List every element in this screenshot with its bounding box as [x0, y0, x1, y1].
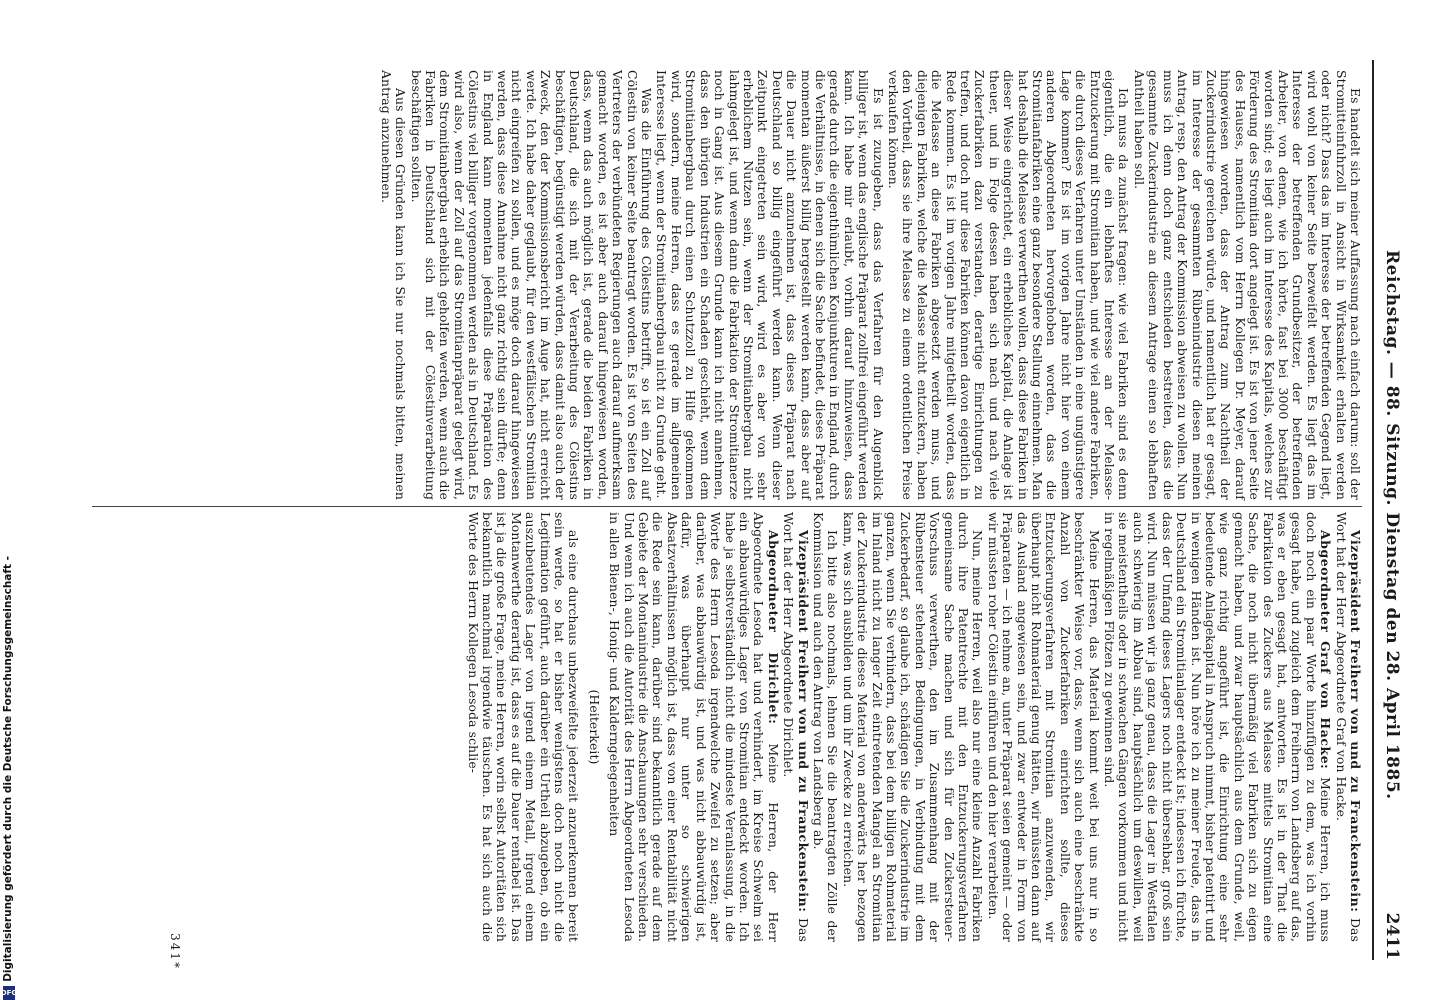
paragraph-text: Ich bitte also nochmals, lehnen Sie die beantragten Zölle der Kommission und auch den Antrag von Landsberg ab.: [810, 512, 841, 942]
paragraph-text: als eine durchaus unbezweifelte jederzeit anzuerkennen bereit sein werde, so hat er bisher wenigstens doch noch nicht die Legitimation geführt, auch darüber ein Urtheil abzugeben, ob ein auszubeutendes Lager von irgend einem Metall, irgend einem Montanwerthe derartig ist, dass es auf die Dauer rentabel ist. Das ist ja die große Frage, meine Herren, worin selbst Autoritäten sich bekanntlich manchmal irgendwie täuschen. Es hat sich auch die Worte des Herrn Kollegen Lesoda schlie-: [465, 512, 582, 942]
speaker-name: Vizepräsident Freiherr von und zu Franckenstein:: [795, 530, 811, 913]
paragraph: [1333, 512, 1362, 942]
credit-text: Digitalisierung gefördert durch die Deutsche Forschungsgemeinschaft -: [2, 556, 14, 982]
paragraph-text: (Heiterkeit): [586, 689, 602, 765]
paragraph-text: Meine Herren, ich muss doch noch ein paar Worte hinzufügen zu dem, was ich vorhin gesagt habe, und zugleich dem Freiherrn von Landsberg auf das, was er eben gesagt hat, antworten. Es ist in der That die Fabrikation des Zuckers aus Melasse mittels Stromitian eine Sache, die noch nicht übermäßig viel Fabriken sich zu eigen gemacht haben, und zwar hauptsächlich aus dem Grunde, weil, wie ganz richtig angeführt ist, die Einrichtung eine sehr bedeutende Anlagekapital in Anspruch nimmt, bisher patentirt und in wenigen Händen ist. Nun höre ich zu meiner Freude, dass in Deutschland ein Stromitianlager entdeckt ist; indessen ich fürchte, dass der Umfang dieses Lagers noch nicht übersehbar, groß sein wird. Nun müssen wir ja ganz genau, dass die Lager in Westfalen auch schwierig im Abbau sind, hauptsächlich um deswillen, weil sie meistentheils oder in schwachen Gängen vorkommen und nicht in regelmäßigen Flötzen zu gewinnen sind.: [1102, 512, 1334, 942]
column-divider: [92, 506, 1362, 507]
paragraph: [886, 70, 1131, 500]
paragraph: [654, 70, 885, 500]
header-rule: [1372, 60, 1374, 960]
paragraph: [408, 70, 653, 500]
speaker-name: Abgeordneter Graf von Hacke:: [1318, 530, 1334, 770]
speaker-name: Vizepräsident Freiherr von und zu Franckenstein:: [1348, 530, 1363, 913]
paragraph-text: Ich muss da zunächst fragen: wie viel Fabriken sind es denn eigentlich, die ein lebhaftes Interesse an der Melasse-Entzuckerung mit Stromitian haben, und wie viel andere Fabriken, die durch dieses Verfahren unter Umständen in eine ungünstigere Lage kommen? Es ist im vorigen Jahre nicht hier von einem anderen Abgeordneten hervorgehoben worden, dass die Stromitianfabriken eine ganz besondere Stellung einnehmen. Man hat deshalb die Melasse verwerthen wollen, dass diese Fabriken in dieser Weise eingerichtet, ein erhebliches Kapital, die Anlage ist theuer, und in Folge dessen haben sich nach und nach viele Zuckerfabriken dazu verstanden, derartige Einrichtungen zu treffen, und doch nur diese Fabriken können davon eigentlich in Rede kommen. Es ist im vorigen Jahre mitgetheilt worden, dass die Melasse an diese Fabriken abgesetzt werden muss, und diejenigen Fabriken, welche die Melasse nicht entzuckern, haben den Vortheil, dass sie ihre Melasse zu einem ordentlichen Preise verkaufen können.: [886, 70, 1132, 500]
paragraph-text: Das Wort hat der Herr Abgeordnete Dirichlet.: [781, 512, 811, 942]
paragraph: [1132, 70, 1363, 500]
paragraph-text: Es handelt sich meiner Auffassung nach einfach darum: soll der Stromitteinfuhrzoll in Ansicht in Wirksamkeit erhalten werden oder nicht? Dass das im Interesse der betreffenden Gegend liegt, wird wohl von keiner Seite bezweifelt werden. Es liegt das im Interesse der betreffenden Grundbesitzer, der betreffenden Arbeiter, von denen, wie ich hörte, fast bei 3000 beschäftigt worden sind; es liegt auch im Interesse des Kapitals, welches zur Förderung des Stromitian dort angelegt ist. Es ist von jener Seite des Hauses, namentlich vom Herrn Kollegen Dr. Meyer, darauf hingewiesen worden, dass der Antrag zum Nachtheil der Zuckerindustrie gereichen würde, und namentlich hat er gesagt, im Interesse der gesammten Rübenindustrie diesen meinen Antrag, resp. den Antrag der Kommission abweisen zu wollen. Nun muss ich denn doch ganz entschieden bestreiten, dass die gesammte Zuckerindustrie an diesem Antrage einen so lebhaften Antheil haben soll.: [1131, 70, 1363, 500]
paragraph: [985, 512, 1100, 942]
paragraph-text: Nun, meine Herren, weil also nur eine kleine Anzahl Fabriken durch ihre Patentrechte mit den Entzuckerungsverfahren gemeinsame Sache machen und sich für den Zuckersteuer-Vorschuss verwerthen, den im Zusammenhang mit der Rübensteuer stehenden Bedingungen, in Verbindung mit dem Zuckerbedarf, so glaube ich, schädigen Sie die Zuckerindustrie im ganzen, wenn Sie verhindern, dass bei dem billigen Rohmaterial im Inland nicht zu langer Zeit eintretenden Mangel an Stromitian der Zuckerindustrie dieses Material von anderwärts her bezogen kann, was sich ausbilden und um ihr Zwecke zu erreichen.: [840, 512, 986, 942]
paragraph: [465, 512, 580, 942]
speaker-name: Abgeordneter Dirichlet:: [765, 530, 781, 725]
paragraph: [781, 512, 810, 942]
dfg-logo-text: DFG: [0, 989, 18, 997]
page-number: 2411: [1382, 912, 1402, 960]
session-title: Reichstag. — 88. Sitzung. Dienstag den 28. April 1885.: [1382, 250, 1402, 800]
paragraph: [607, 512, 780, 942]
paragraph-text: Aus diesen Gründen kann ich Sie nur nochmals bitten, meinen Antrag anzunehmen.: [378, 70, 409, 500]
paragraph: [811, 512, 840, 942]
paragraph-text: Es ist zuzugeben, dass das Verfahren für den Augenblick billiger ist, wenn das englische Präparat zollfrei eingeführt werden kann. Ich habe mir erlaubt, vorhin darauf hinzuweisen, dass gerade durch die eigenthümlichen Konjunkturen in England, durch die Verhältnisse, in denen sich die Sache befindet, dieses Präparat momentan äußerst billig hergestellt werden kann, dass aber auf die Dauer nicht anzunehmen ist, dass dieses Präparat nach Deutschland so billig eingeführt werden kann. Wenn dieser Zeitpunkt eingetreten sein wird, wird es aber von sehr erheblichem Nutzen sein, wenn der Stromitianbergbau nicht lahmgelegt ist, und wenn dann die Fabrikation der Stromitianerze noch in Gang ist. Aus diesem Grunde kann ich nicht annehmen, dass den übrigen Industrien ein Schaden geschieht, wenn dem Stromitianbergbau durch einen Schutzzoll zu Hilfe gekommen wird, sondern, meine Herren, dass es gerade im allgemeinen Interesse liegt, wenn der Stromitianbergbau nicht zu Grunde geht.: [654, 70, 886, 500]
paragraph-text: Das Wort hat der Herr Abgeordnete Graf von Hacke.: [1333, 512, 1363, 942]
paragraph-text: Meine Herren, das Material kommt weit bei uns nur in so beschränkter Weise vor, dass, wenn sich auch eine beschränkte Anzahl von Zuckerfabriken einrichten sollte, dieses Entzuckerungsverfahren mit Stromitian anzuwenden, wir überhaupt nicht Rohmaterial genug hätten, wir müssten dann auf das Ausland angewiesen sein, und zwar entweder in Form von Präparaten — ich nehme an, unter Präparat seien gemeint — oder wir müssten roher Cölestin einführen und den hier verarbeiten.: [985, 512, 1102, 942]
paragraph-text: Was die Einführung des Cölestins betrifft, so ist ein Zoll auf Cölestin von keiner Seite beantragt worden. Es ist von Seiten des Vertreters der verbündeten Regierungen auch darauf aufmerksam gemacht worden, es ist aber auch darauf hingewiesen worden, dass, wenn das auch möglich ist, gerade die beiden Fabriken in Deutschland, die sich mit der Verarbeitung des Cölestins beschäftigen, begünstigt werden würden, dass damit also auch der Zweck, den der Kommissionsbericht im Auge hat, nicht erreicht werde. Ich habe daher geglaubt, für den westfälischen Stromitian nicht eingreifen zu sollen, und es möge doch darauf hingewiesen werden, dass diese Annahme nicht ganz richtig sein dürfte; denn in England kann momentan jedenfalls diese Präparation des Cölestins viel billiger vorgenommen werden als in Deutschland. Es wird also, wenn der Zoll auf das Stromitianpräparat gelegt wird, dem Stromitianbergbau erheblich geholfen werden, wenn auch die Fabriken in Deutschland sich mit der Cölestinverarbeitung beschäftigen sollten.: [408, 70, 655, 500]
left-column: [377, 70, 1362, 500]
right-column: [464, 512, 1362, 942]
signature-mark: 341*: [168, 933, 182, 970]
paragraph-text: Meine Herren, der Herr Abgeordnete Lesoda hat und verhindert, im Kreise Schwelm sei ein abbauwürdiges Lager von Stromitian entdeckt worden. Ich habe ja selbstverständlich nicht die mindeste Veranlassung, in die Worte des Herrn Lesoda irgendwelche Zweifel zu setzen; aber darüber, was abbauwürdig ist, und was nicht abbauwürdig ist, dafür, was überhaupt nur unter so schwierigen Absatzverhältnissen möglich ist, dass von einer Rentabilität nicht die Rede sein kann, darüber sind bekanntlich gerade auf dem Gebiete der Montanindustrie die Anschauungen sehr verschieden. Und wenn ich auch die Autorität des Herrn Abgeordneten Lesoda in allen Bienen-, Honig- und Kalderngelegenheiten: [607, 512, 781, 942]
running-head: [1376, 60, 1402, 960]
paragraph: [1102, 512, 1333, 942]
paragraph: [840, 512, 984, 942]
paragraph: [586, 512, 600, 942]
paragraph: [378, 70, 407, 500]
